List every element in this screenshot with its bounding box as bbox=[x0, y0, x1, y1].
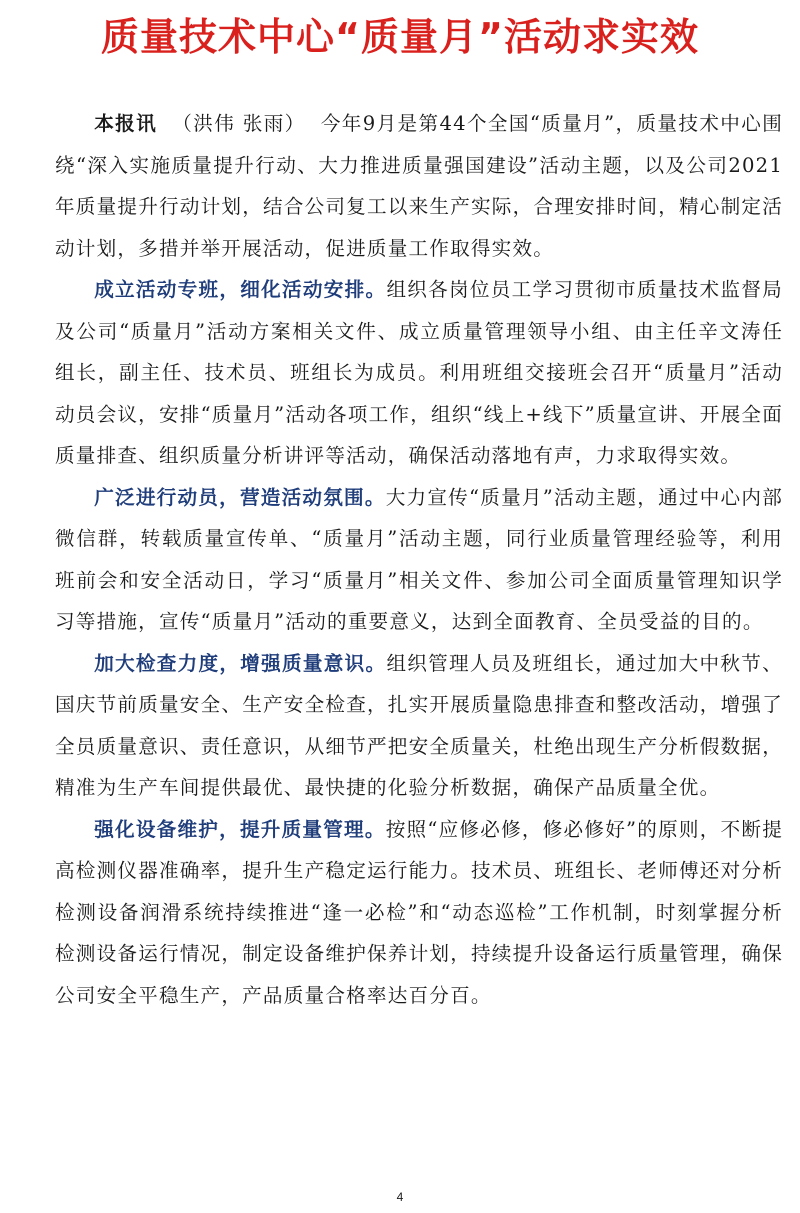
article-body bbox=[55, 103, 783, 1016]
article-title: 质量技术中心“质量月”活动求实效 bbox=[101, 15, 699, 59]
section-text-2: 大力宣传“质量月”活动主题，通过中心内部微信群，转载质量宣传单、“质量月”活动主题，同行业质量管理经验等，利用班前会和安全活动日，学习“质量月”相关文件、参加公司全面质量管理知识学习等措施，宣传“质量月”活动的重要意义，达到全面教育、全员受益的目的。 bbox=[55, 485, 783, 633]
section-heading-1: 成立活动专班，细化活动安排。 bbox=[94, 278, 387, 301]
page-number: 4 bbox=[396, 1190, 404, 1204]
section-text-1: 组织各岗位员工学习贯彻市质量技术监督局及公司“质量月”活动方案相关文件、成立质量管理领导小组、由主任辛文涛任组长，副主任、技术员、班组长为成员。利用班组交接班会召开“质量月”活动动员会议，安排“质量月”活动各项工作，组织“线上+线下”质量宣讲、开展全面质量排查、组织质量分析讲评等活动，确保活动落地有声，力求取得实效。 bbox=[55, 278, 783, 467]
section-heading-4: 强化设备维护，提升质量管理。 bbox=[94, 817, 386, 841]
section-paragraph-4 bbox=[16, 809, 783, 1017]
authors-byline: （洪伟 张雨） bbox=[172, 112, 306, 135]
section-paragraph-3 bbox=[16, 643, 783, 809]
section-heading-3: 加大检查力度，增强质量意识。 bbox=[94, 651, 387, 675]
section-heading-2: 广泛进行动员，营造活动氛围。 bbox=[94, 485, 386, 509]
section-text-4: 按照“应修必修，修必修好”的原则，不断提高检测仪器准确率，提升生产稳定运行能力。技术员、班组长、老师傅还对分析检测设备润滑系统持续推进“逢一必检”和“动态巡检”工作机制，时刻掌握分析检测设备运行情况，制定设备维护保养计划，持续提升设备运行质量管理，确保公司安全平稳生产，产品质量合格率达百分百。 bbox=[55, 817, 783, 1007]
intro-paragraph bbox=[16, 103, 783, 269]
section-paragraph-2 bbox=[16, 477, 783, 643]
section-paragraph-1 bbox=[16, 269, 783, 477]
news-source-label: 本报讯 bbox=[94, 112, 158, 135]
intro-text: 今年9月是第44个全国“质量月”，质量技术中心围绕“深入实施质量提升行动、大力推进质量强国建设”活动主题，以及公司2021年质量提升行动计划，结合公司复工以来生产实际，合理安排时间，精心制定活动计划，多措并举开展活动，促进质量工作取得实效。 bbox=[55, 112, 784, 260]
section-text-3: 组织管理人员及班组长，通过加大中秋节、国庆节前质量安全、生产安全检查，扎实开展质量隐患排查和整改活动，增强了全员质量意识、责任意识，从细节严把安全质量关，杜绝出现生产分析假数据，精准为生产车间提供最优、最快捷的化验分析数据，确保产品质量全优。 bbox=[55, 651, 783, 799]
